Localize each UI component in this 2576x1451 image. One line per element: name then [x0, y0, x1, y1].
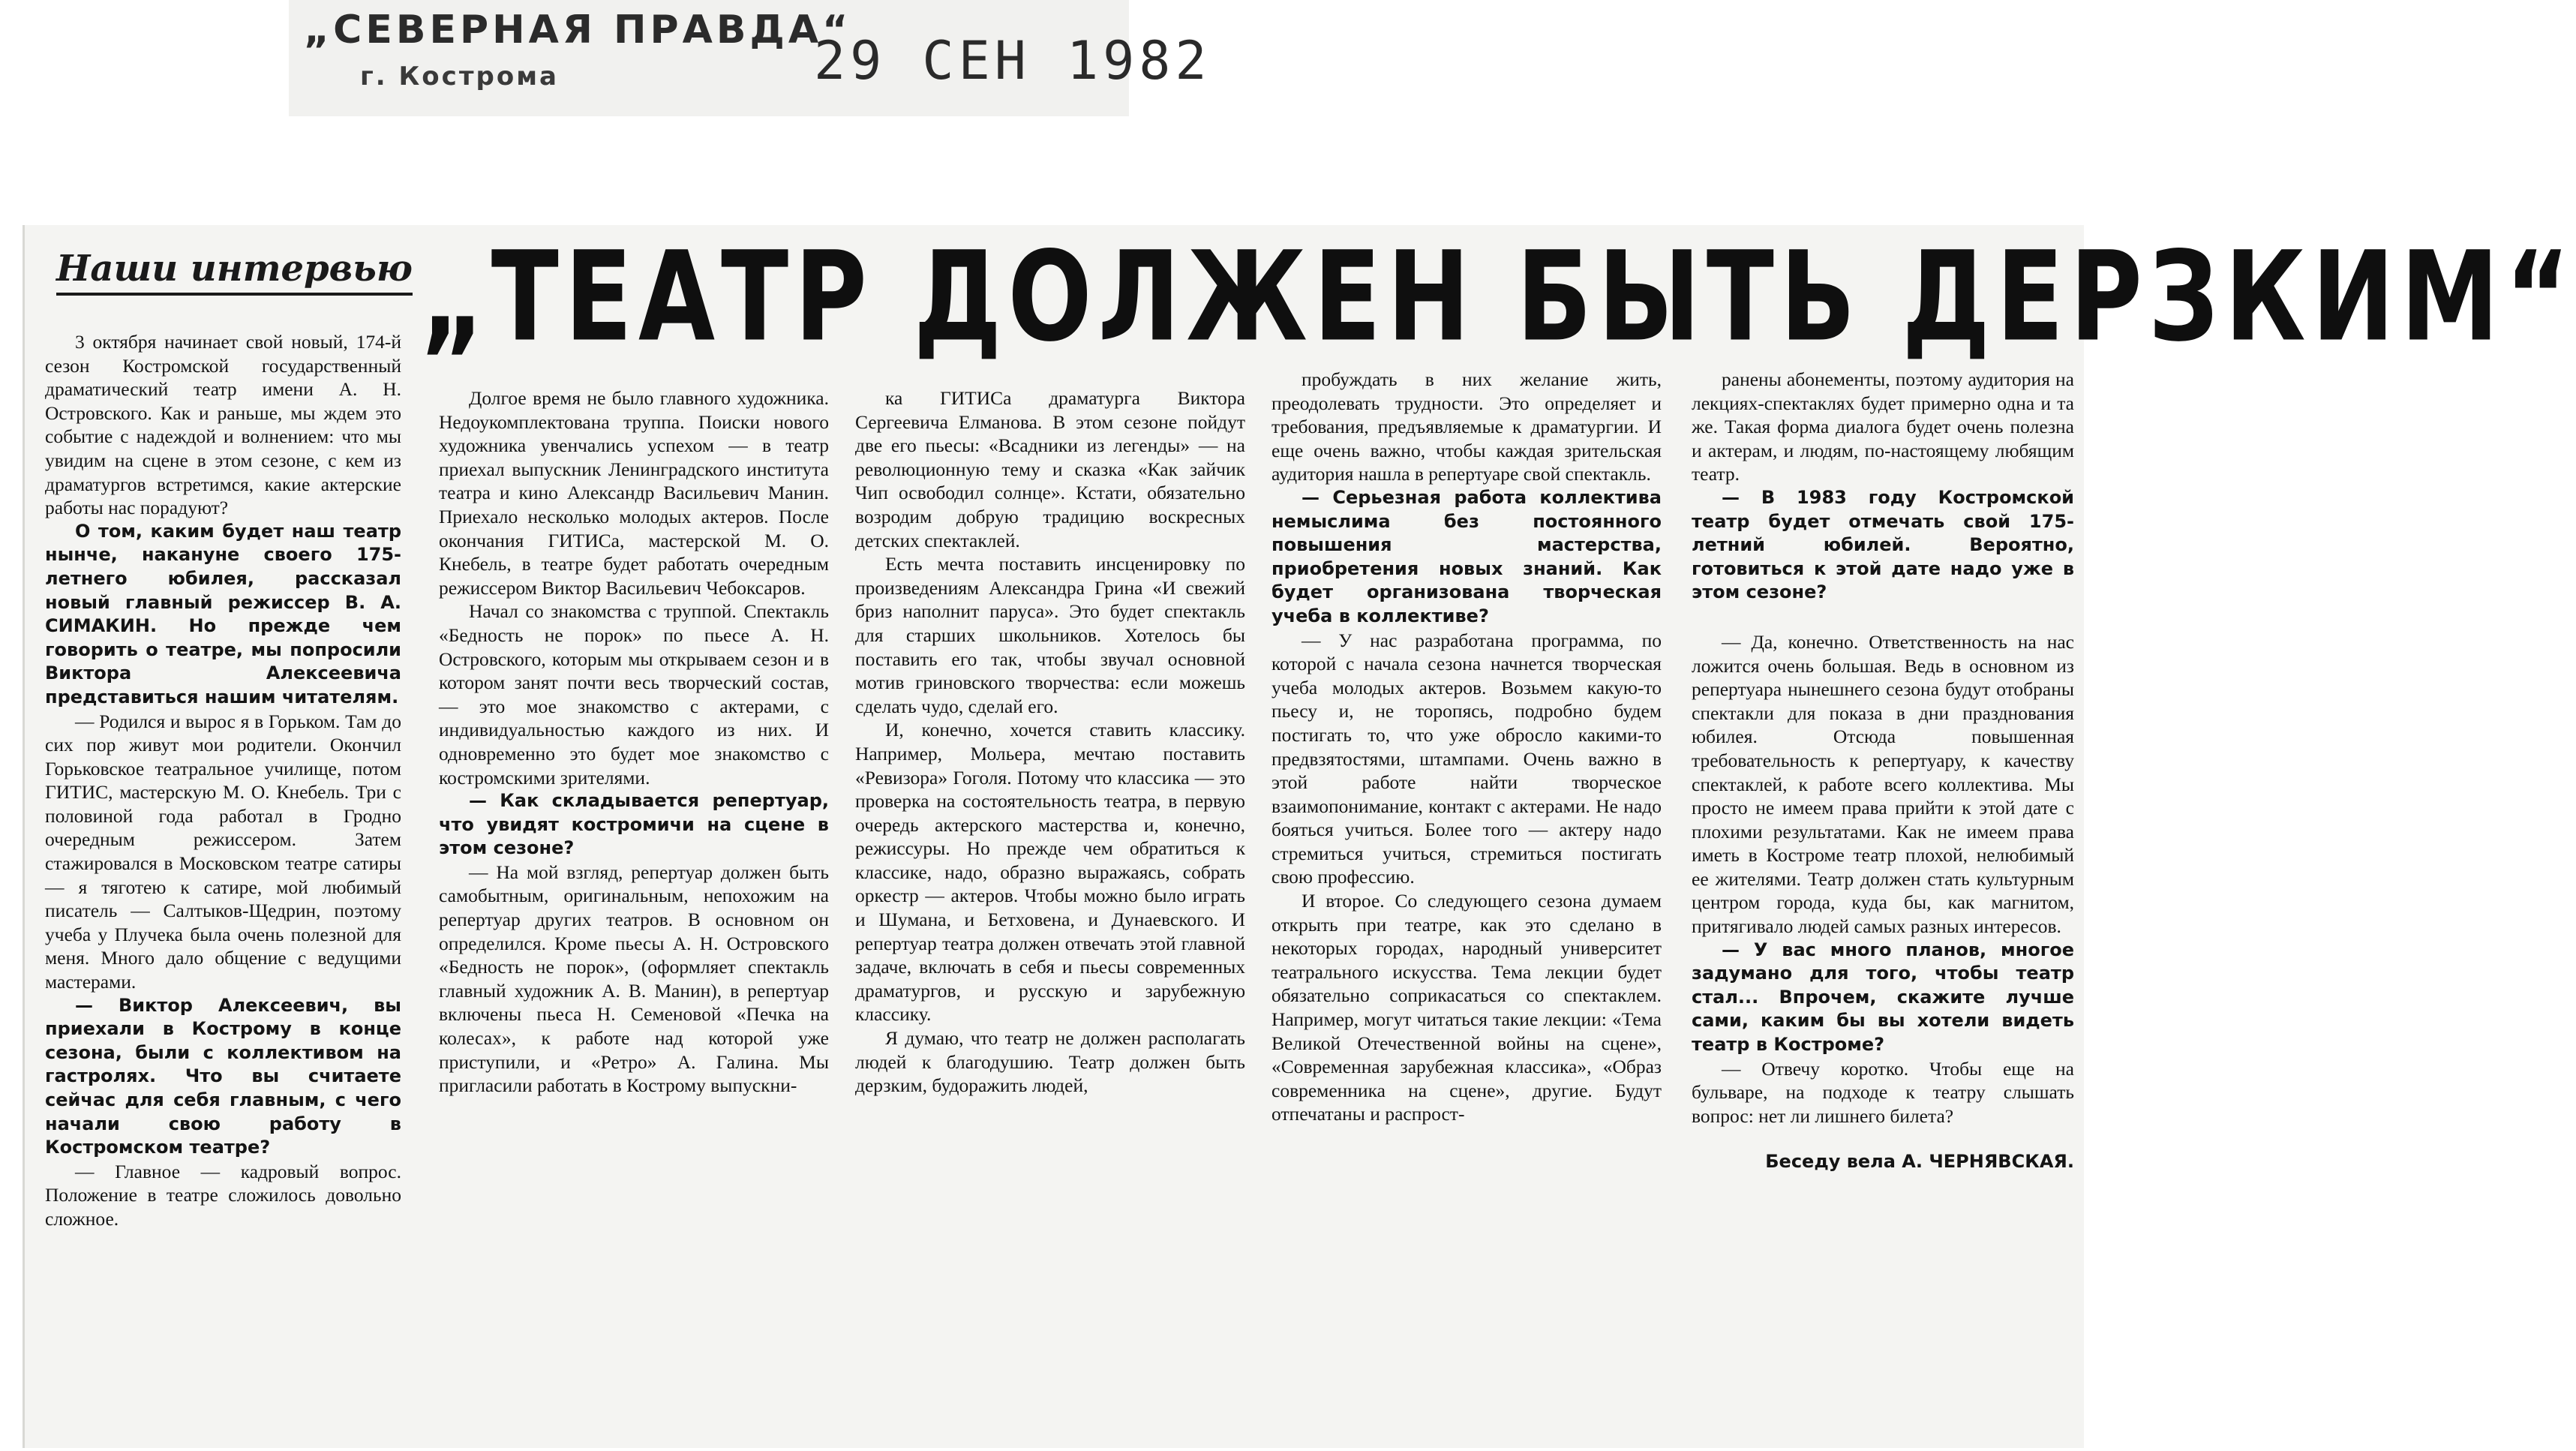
article-column-2 — [439, 386, 829, 1098]
article-column-4 — [1271, 368, 1662, 1126]
author-signature: Беседу вела А. ЧЕРНЯВСКАЯ. — [1765, 1151, 2074, 1173]
interview-question: — Как складывается репертуар, что увидят костромичи на сцене в этом сезоне? — [439, 790, 829, 859]
article-paragraph: — Да, конечно. Ответственность на нас ложится очень большая. Ведь в основном из репертуара нынешнего сезона будут отобраны спектакли для показа в дни празднования юбилея. Отсюда повышенная требовательность к репертуару, к качеству спектаклей, к работе всего коллектива. Мы просто не имеем права прийти к этой дате с плохими результатами. Как не имеем права иметь в Костроме театр плохой, нелюбимый ее жителями. Театр должен стать культурным центром города, куда бы, как магнитом, притягивало людей самых разных интересов. — [1692, 630, 2074, 938]
article-paragraph: — Отвечу коротко. Чтобы еще на бульваре, на подходе к театру слышать вопрос: нет ли лишнего билета? — [1692, 1057, 2074, 1127]
article-paragraph: Есть мечта поставить инсценировку по произведениям Александра Грина «И свежий бриз наполнит паруса». Это будет спектакль для старших школьников. Хотелось бы поставить его так, чтобы звучал основной мотив гриновского творчества: если можешь сделать чудо, сделай его. — [855, 553, 1245, 717]
article-paragraph: Я думаю, что театр не должен располагать людей к благодушию. Театр должен быть дерзким, будоражить людей, — [855, 1027, 1245, 1097]
interview-question: О том, каким будет наш театр нынче, накануне своего 175-летнего юбилея, рассказал новый главный режиссер В. А. СИМАКИН. Но прежде чем говорить о театре, мы попросили Виктора Алексеевича представиться нашим читателям. — [45, 520, 401, 707]
article-paragraph: ка ГИТИСа драматурга Виктора Сергеевича Елманова. В этом сезоне пойдут две его пьесы: «Всадники из легенды» — на революционную тему и сказка «Как зайчик Чип освободил солнце». Кстати, обязательно возродим добрую традицию воскресных детских спектаклей. — [855, 387, 1245, 551]
article-column-3 — [855, 386, 1245, 1098]
city-stamp: г. Кострома — [360, 62, 559, 92]
article-paragraph: 3 октября начинает свой новый, 174-й сезон Костромской государственный драматический театр имени А. Н. Островского. Как и раньше, мы ждем это событие с надеждой и волнением: что мы увидим на сцене в этом сезоне, с кем из драматургов встретимся, какие актерские работы нас порадуют? — [45, 331, 401, 519]
article-paragraph: — У нас разработана программа, по которой с начала сезона начнется творческая учеба молодых актеров. Возьмем какую-то пьесу и, не торопясь, подробно будем постигать то, что уже обросло какими-то предвзятостями, штампами. Очень важно в этой работе найти творческое взаимопонимание, контакт с актерами. Не надо бояться учиться. Более того — актеру надо стремиться учиться, стремиться постигать свою профессию. — [1271, 629, 1662, 888]
article-paragraph: — Главное — кадровый вопрос. Положение в театре сложилось довольно сложное. — [45, 1160, 401, 1230]
interview-question: — У вас много планов, многое задумано для того, чтобы театр стал... Впрочем, скажите лучше сами, каким бы вы хотели видеть театр в Костроме? — [1692, 939, 2074, 1056]
article-paragraph: — На мой взгляд, репертуар должен быть самобытным, оригинальным, непохожим на репертуар других театров. В основном он определился. Кроме пьесы А. Н. Островского «Бедность не порок», (оформляет спектакль главный художник А. В. Манин), в репертуар включены пьеса Н. Семеновой «Печка на колесах», к работе над которой уже приступили, и «Ретро» А. Галина. Мы пригласили работать в Кострому выпускни- — [439, 861, 829, 1097]
interview-question: — Серьезная работа коллектива немыслима без постоянного повышения мастерства, приобретения новых знаний. Как будет организована творческая учеба в коллективе? — [1271, 486, 1662, 626]
article-paragraph: И, конечно, хочется ставить классику. Например, Мольера, мечтаю поставить «Ревизора» Гоголя. Потому что классика — это проверка на состоятельность театра, в первую очередь актерского мастерства и, конечно, режиссуры. Но прежде чем обратиться к классике, надо, образно выражаясь, собрать оркестр — актеров. Чтобы можно было играть и Шумана, и Бетховена, и Дунаевского. И репертуар театра должен отвечать этой главной задаче, включать в себя и пьесы современных драматургов, и русскую и зарубежную классику. — [855, 719, 1245, 1026]
article-headline: „ТЕАТР ДОЛЖЕН БЫТЬ ДЕРЗКИМ“ — [420, 225, 2576, 370]
article-paragraph: пробуждать в них желание жить, преодолевать трудности. Это определяет и требования, предъявляемые к драматургии. И еще очень важно, чтобы каждая зрительская аудитория нашла в репертуаре свой спектакль. — [1271, 368, 1662, 485]
newspaper-masthead-stamp: „СЕВЕРНАЯ ПРАВДА“ — [304, 8, 852, 53]
date-stamp: 29 СЕН 1982 — [814, 30, 1211, 92]
article-column-5 — [1692, 368, 2074, 1174]
interview-question: — Виктор Алексеевич, вы приехали в Кострому в конце сезона, были с коллективом на гастролях. Что вы считаете сейчас для себя главным, с чего начали свою работу в Костромском театре? — [45, 994, 401, 1158]
article-paragraph: И второе. Со следующего сезона думаем открыть при театре, как это сделано в некоторых городах, народный университет театрального искусства. Тема лекции будет обязательно соприкасаться со спектаклем. Например, могут читаться такие лекции: «Тема Великой Отечественной войны на сцене», «Современная зарубежная классика», «Образ современника на сцене», другие. Будут отпечатаны и распрост- — [1271, 890, 1662, 1125]
interview-question: — В 1983 году Костромской театр будет отмечать свой 175-летний юбилей. Вероятно, готовиться к этой дате надо уже в этом сезоне? — [1692, 486, 2074, 603]
paragraph-spacer — [1692, 605, 2074, 630]
article-column-1 — [45, 330, 401, 1231]
article-paragraph: — Родился и вырос я в Горьком. Там до сих пор живут мои родители. Окончил Горьковское театральное училище, потом ГИТИС, мастерскую М. О. Кнебель. Три с половиной года работал в Гродно очередным режиссером. Затем стажировался в Московском театре сатиры — я тяготею к сатире, мой любимый писатель — Салтыков-Щедрин, поэтому учеба у Плучека была очень полезной для меня. Много дало общение с ведущими мастерами. — [45, 710, 401, 993]
article-paragraph: Долгое время не было главного художника. Недоукомплектована труппа. Поиски нового художника увенчались успехом — в театр приехал выпускник Ленинградского института театра и кино Александр Васильевич Манин. Приехало несколько молодых актеров. После окончания ГИТИСа, мастерской М. О. Кнебель, в театре будет работать очередным режиссером Виктор Васильевич Чебоксаров. — [439, 387, 829, 599]
rubric-label: Наши интервью — [56, 248, 413, 296]
article-paragraph: ранены абонементы, поэтому аудитория на лекциях-спектаклях будет примерно одна и та же. Такая форма диалога будет очень полезна и актерам, и людям, по-настоящему любящим театр. — [1692, 368, 2074, 485]
article-paragraph: Начал со знакомства с труппой. Спектакль «Бедность не порок» по пьесе А. Н. Островского, которым мы открываем сезон и в котором занят почти весь творческий состав, — это мое знакомство с актерами, с индивидуальностью каждого из них. И одновременно это будет мое знакомство с костромскими зрителями. — [439, 600, 829, 789]
